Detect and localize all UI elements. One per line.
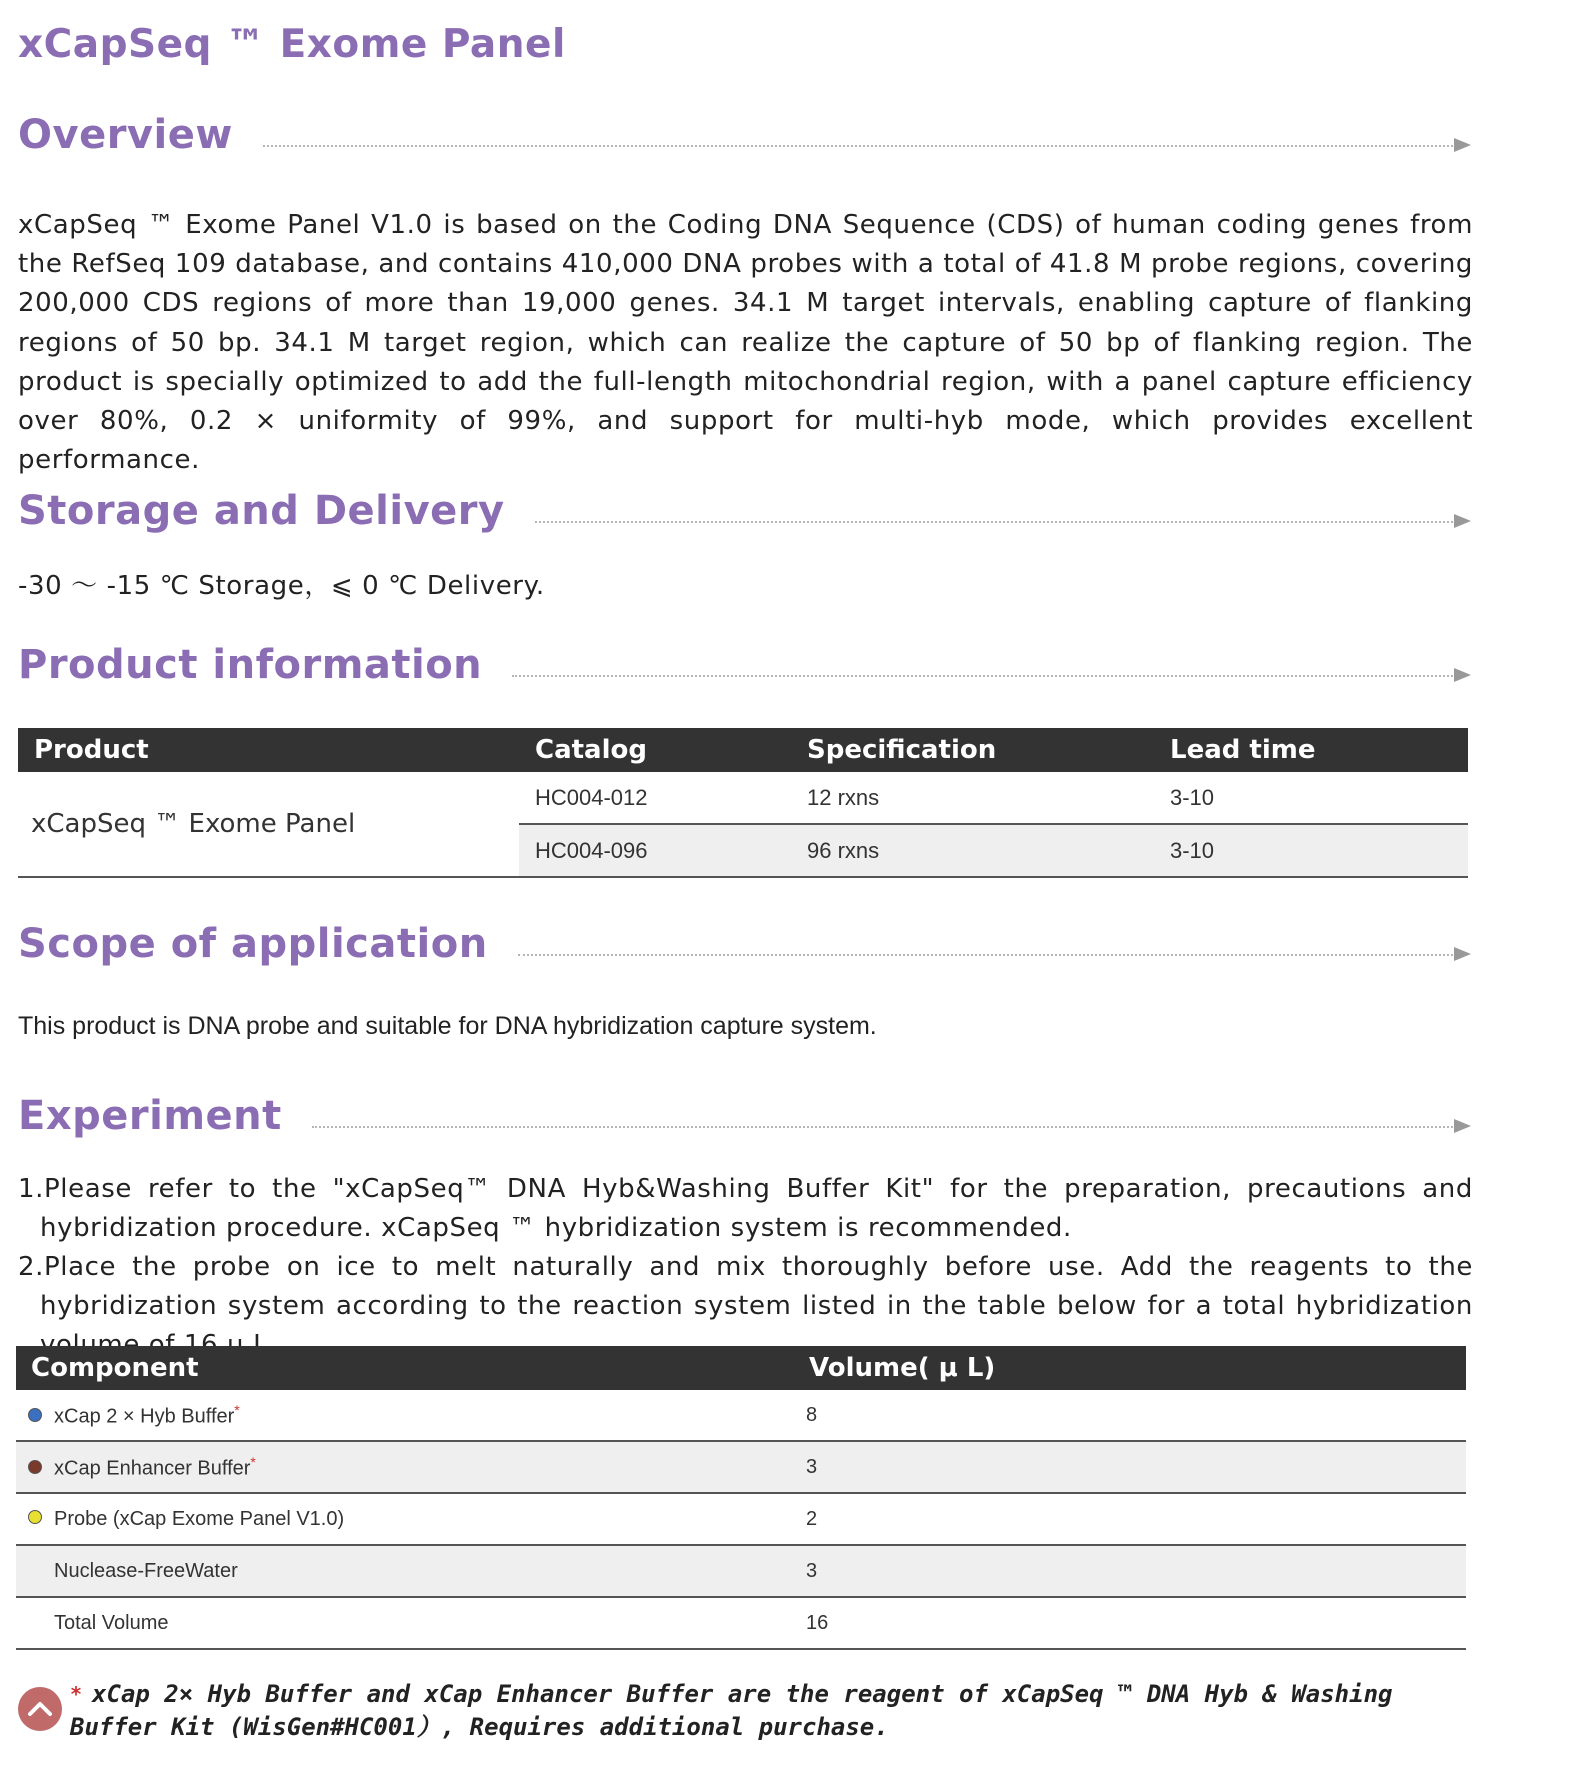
component-name: Probe (xCap Exome Panel V1.0) [54, 1507, 345, 1530]
required-purchase-marker: * [234, 1401, 240, 1418]
yellow-dot-icon [28, 1510, 42, 1524]
table-row [16, 1597, 1466, 1649]
component-table [16, 1346, 1466, 1650]
component-cell [16, 1545, 794, 1597]
component-cell [16, 1441, 794, 1493]
column-header-component: Component [16, 1346, 794, 1390]
required-purchase-marker: * [250, 1453, 256, 1470]
table-row [18, 772, 1468, 824]
column-header-product: Product [18, 728, 519, 772]
column-header-specification: Specification [791, 728, 1154, 772]
lead-time-cell: 3-10 [1154, 824, 1468, 877]
back-to-top-button[interactable] [18, 1687, 62, 1731]
table-row [16, 1441, 1466, 1493]
blue-dot-icon [28, 1408, 42, 1422]
volume-cell: 3 [794, 1441, 1466, 1493]
storage-heading-text: Storage and Delivery [18, 488, 505, 534]
table-header-row [16, 1346, 1466, 1390]
product-name-cell: xCapSeq ™ Exome Panel [18, 772, 519, 877]
heading-divider [518, 954, 1453, 956]
heading-divider [263, 145, 1453, 147]
table-row [16, 1545, 1466, 1597]
scope-heading [18, 921, 1473, 977]
experiment-heading [18, 1093, 1473, 1149]
volume-cell: 3 [794, 1545, 1466, 1597]
experiment-step-2: 2.Place the probe on ice to melt naturally and mix thoroughly before use. Add the reagents to the hybridization system according to the reaction system listed in the table below for a total hybridization [18, 1252, 1473, 1322]
catalog-cell: HC004-012 [519, 772, 791, 824]
lead-time-cell: 3-10 [1154, 772, 1468, 824]
component-cell [16, 1493, 794, 1545]
arrow-right-icon [1454, 514, 1471, 528]
heading-divider [512, 675, 1453, 677]
table-row [16, 1390, 1466, 1441]
component-cell [16, 1597, 794, 1649]
product-info-heading-text: Product information [18, 642, 483, 688]
heading-divider [535, 521, 1453, 523]
column-header-catalog: Catalog [519, 728, 791, 772]
component-name: xCap 2 × Hyb Buffer [54, 1405, 235, 1428]
volume-cell: 16 [794, 1597, 1466, 1649]
spec-cell: 12 rxns [791, 772, 1154, 824]
chevron-up-icon [18, 1687, 62, 1731]
arrow-right-icon [1454, 668, 1471, 682]
component-name: Total Volume [54, 1611, 169, 1634]
product-info-heading [18, 642, 1473, 698]
heading-divider [312, 1126, 1453, 1128]
arrow-right-icon [1454, 947, 1471, 961]
overview-heading [18, 112, 1473, 168]
experiment-step-1: 1.Please refer to the "xCapSeq™ DNA Hyb&Washing Buffer Kit" for the preparation, precautions and hybridization procedure. xCapSeq ™ hybridization system is recommended. [18, 1174, 1473, 1244]
overview-text: xCapSeq ™ Exome Panel V1.0 is based on the Coding DNA Sequence (CDS) of human coding genes from the RefSeq 109 database, and contains 410,000 DNA probes with a total of 41.8 M probe regions, covering 200,000 CDS regions of more than 19,000 genes. 34.1 M target intervals, enabling capture of flanking regions of 50 bp. 34.1 M target region, which can realize the capture of 50 bp of flanking region. The product is specially optimized to add the full-length mitochondrial region, with a panel capture efficiency over 80%, 0.2 × uniformity of 99%, and support for multi-hyb mode, which provides excellent performance. [18, 210, 1473, 476]
storage-heading [18, 488, 1473, 544]
scope-heading-text: Scope of application [18, 921, 488, 967]
storage-text: -30 ～ -15 ℃ Storage，⩽ 0 ℃ Delivery. [18, 571, 545, 601]
volume-cell: 8 [794, 1390, 1466, 1441]
brown-dot-icon [28, 1460, 42, 1474]
catalog-cell: HC004-096 [519, 824, 791, 877]
footnote-marker: * [70, 1682, 83, 1706]
footnote-text: xCap 2× Hyb Buffer and xCap Enhancer Buffer are the reagent of xCapSeq ™ DNA Hyb & Washing Buffer Kit (WisGen#HC001）, Requires additional purchase. [70, 1680, 1393, 1741]
arrow-right-icon [1454, 138, 1471, 152]
arrow-right-icon [1454, 1119, 1471, 1133]
page-title: xCapSeq ™ Exome Panel [18, 22, 566, 67]
table-header-row [18, 728, 1468, 772]
column-header-volume: Volume( μ L) [794, 1346, 1466, 1390]
component-cell [16, 1390, 794, 1441]
experiment-heading-text: Experiment [18, 1093, 282, 1139]
volume-cell: 2 [794, 1493, 1466, 1545]
component-name: xCap Enhancer Buffer [54, 1457, 251, 1480]
spec-cell: 96 rxns [791, 824, 1154, 877]
overview-heading-text: Overview [18, 112, 233, 158]
product-info-table [18, 728, 1468, 878]
table-row [16, 1493, 1466, 1545]
footnote [70, 1678, 1473, 1744]
scope-text: This product is DNA probe and suitable for DNA hybridization capture system. [18, 1012, 877, 1040]
component-name: Nuclease-FreeWater [54, 1559, 238, 1582]
column-header-lead-time: Lead time [1154, 728, 1468, 772]
